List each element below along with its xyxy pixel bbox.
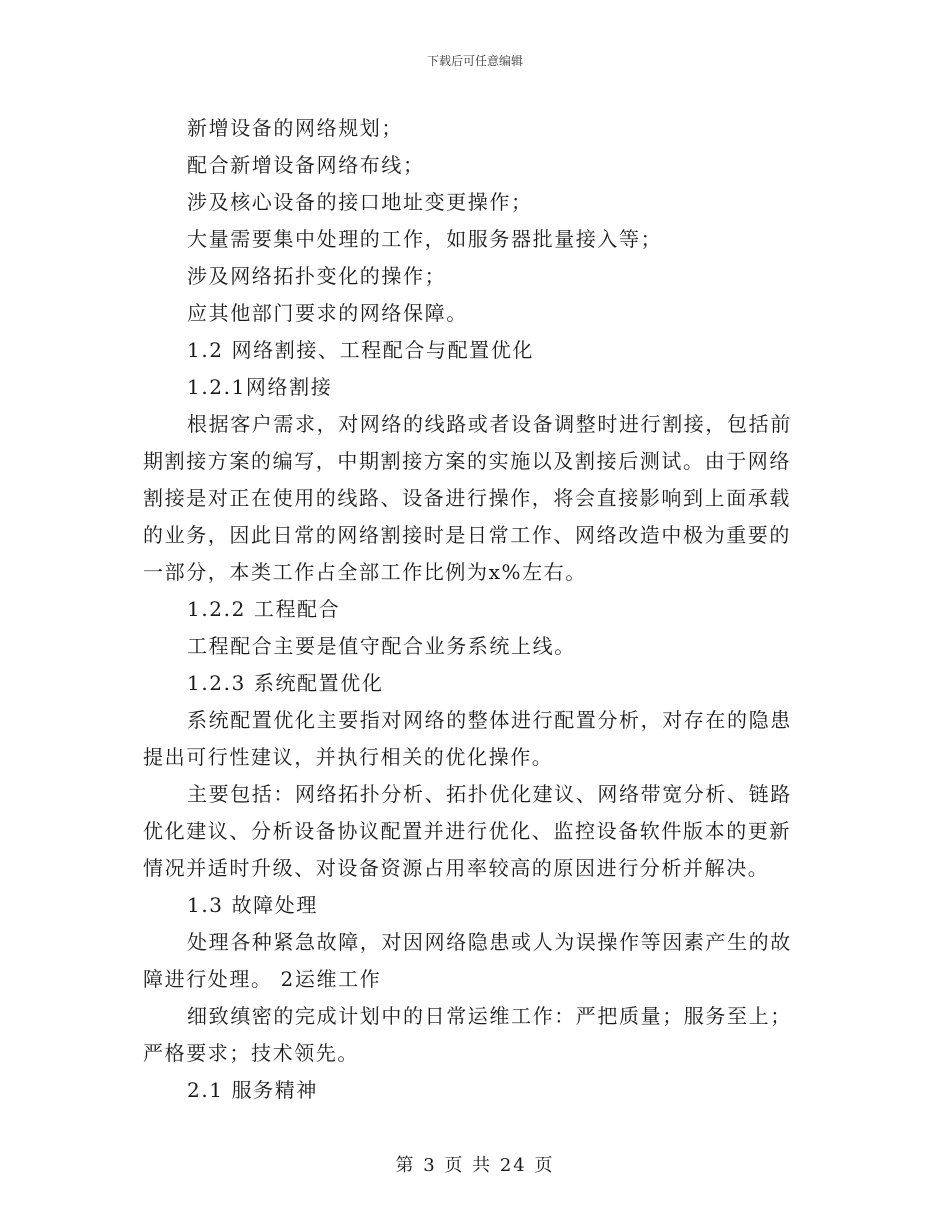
text-line: 情况并适时升级、对设备资源占用率较高的原因进行分析并解决。 bbox=[143, 856, 770, 880]
text-line: 一部分，本类工作占全部工作比例为x%左右。 bbox=[143, 560, 587, 584]
text-line: 细致缜密的完成计划中的日常运维工作：严把质量；服务至上； bbox=[187, 1004, 792, 1028]
text-line: 割接是对正在使用的线路、设备进行操作，将会直接影响到上面承载 bbox=[143, 486, 791, 510]
text-line: 提出可行性建议，并执行相关的优化操作。 bbox=[143, 745, 554, 769]
section-heading: 1.3 故障处理 bbox=[187, 893, 318, 917]
document-body bbox=[143, 110, 808, 1109]
page-number-footer: 第 3 页 共 24 页 bbox=[395, 1155, 555, 1176]
text-line: 涉及网络拓扑变化的操作； bbox=[187, 264, 447, 288]
section-heading: 1.2 网络割接、工程配合与配置优化 bbox=[187, 338, 534, 362]
text-line: 优化建议、分析设备协议配置并进行优化、监控设备软件版本的更新 bbox=[143, 819, 791, 843]
text-line: 新增设备的网络规划； bbox=[187, 116, 403, 140]
text-line: 障进行处理。 2运维工作 bbox=[143, 967, 382, 991]
text-line: 期割接方案的编写，中期割接方案的实施以及割接后测试。由于网络 bbox=[143, 449, 791, 473]
text-line: 系统配置优化主要指对网络的整体进行配置分析，对存在的隐患 bbox=[187, 708, 792, 732]
text-line: 应其他部门要求的网络保障。 bbox=[187, 301, 468, 325]
text-line: 主要包括：网络拓扑分析、拓扑优化建议、网络带宽分析、链路 bbox=[187, 782, 792, 806]
section-heading: 1.2.3 系统配置优化 bbox=[187, 671, 384, 695]
section-heading: 1.2.1网络割接 bbox=[187, 375, 333, 399]
text-line: 根据客户需求，对网络的线路或者设备调整时进行割接，包括前 bbox=[187, 412, 792, 436]
text-line: 配合新增设备网络布线； bbox=[187, 153, 425, 177]
text-line: 严格要求；技术领先。 bbox=[143, 1041, 359, 1065]
text-line: 工程配合主要是值守配合业务系统上线。 bbox=[187, 634, 576, 658]
page-header: 下载后可任意编辑 bbox=[426, 54, 523, 68]
section-heading: 1.2.2 工程配合 bbox=[187, 597, 341, 621]
text-line: 的业务，因此日常的网络割接时是日常工作、网络改造中极为重要的 bbox=[143, 523, 791, 547]
section-heading: 2.1 服务精神 bbox=[187, 1078, 318, 1102]
text-line: 大量需要集中处理的工作，如服务器批量接入等； bbox=[187, 227, 663, 251]
text-line: 处理各种紧急故障，对因网络隐患或人为误操作等因素产生的故 bbox=[187, 930, 792, 954]
text-line: 涉及核心设备的接口地址变更操作； bbox=[187, 190, 533, 214]
